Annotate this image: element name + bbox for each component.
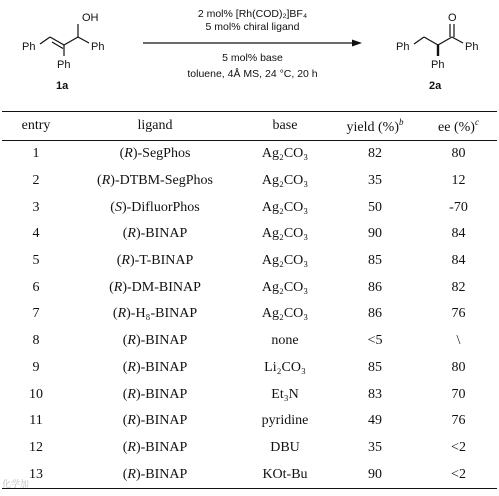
- cell-base: Ag₂CO₃: [261, 226, 309, 242]
- header-yield: [330, 112, 420, 141]
- cell-entry: 1: [32, 146, 40, 162]
- product-ph-left: Ph: [396, 41, 410, 53]
- table-row: [2, 301, 497, 328]
- table-row: [2, 194, 497, 221]
- table-row: [2, 141, 497, 168]
- table-body: [2, 141, 497, 489]
- watermark: 化学加: [2, 480, 30, 490]
- cell-base: pyridine: [261, 413, 309, 429]
- cell-ligand: [70, 168, 240, 195]
- cell-entry: 7: [32, 306, 40, 322]
- ligand-config: R: [117, 306, 127, 322]
- cell-ee: 84: [451, 253, 466, 269]
- ligand-name: )-BINAP: [135, 466, 188, 482]
- ligand-name: )-SegPhos: [132, 146, 191, 162]
- cell-base: DBU: [270, 439, 300, 455]
- cell-base: Ag₂CO₃: [261, 146, 309, 162]
- cell-ligand: [70, 141, 240, 168]
- table-row: [2, 221, 497, 248]
- ligand-name: )-DifluorPhos: [121, 199, 200, 215]
- cell-ligand: [70, 408, 240, 435]
- ligand-name: )-T-BINAP: [129, 253, 194, 269]
- cell-base: Ag₂CO₃: [261, 306, 309, 322]
- ligand-prefix: (: [112, 306, 118, 322]
- ligand-name: )-BINAP: [135, 226, 188, 242]
- cell-yield: 82: [368, 146, 382, 162]
- reactant-oh: OH: [82, 12, 99, 24]
- cell-ligand: [70, 328, 240, 355]
- conditions-ligand: 5 mol% chiral ligand: [205, 21, 300, 33]
- ligand-config: R: [113, 279, 123, 295]
- table-row: [2, 248, 497, 275]
- ligand-prefix: (: [109, 279, 114, 295]
- cell-entry: 4: [32, 226, 40, 242]
- ligand-name: )-DM-BINAP: [122, 279, 201, 295]
- header-ee-text: ee (%): [438, 119, 475, 135]
- ligand-config: R: [127, 333, 136, 349]
- ligand-config: R: [127, 413, 136, 429]
- product-ph-bottom: Ph: [431, 59, 445, 71]
- ligand-prefix: (: [122, 413, 128, 429]
- cell-ligand: [70, 194, 240, 221]
- ligand-name: )-BINAP: [135, 439, 188, 455]
- cell-ee: 12: [451, 173, 466, 189]
- cell-ee: 80: [451, 146, 466, 162]
- cell-base: Ag₂CO₃: [261, 173, 309, 189]
- cell-ligand: [70, 274, 240, 301]
- reactant-ph-right: Ph: [91, 41, 105, 53]
- cell-entry: 11: [29, 413, 43, 429]
- table-row: [2, 461, 497, 488]
- cell-ee: 76: [451, 306, 466, 322]
- table-row: [2, 381, 497, 408]
- cell-ligand: [70, 381, 240, 408]
- cell-yield: 90: [330, 461, 420, 488]
- table-row: [2, 435, 497, 462]
- ligand-prefix: (: [119, 146, 125, 162]
- cell-base: Ag₂CO₃: [261, 253, 309, 269]
- cell-base: Ag₂CO₃: [261, 199, 309, 215]
- cell-base: KOt-Bu: [240, 461, 330, 488]
- reactant-ph-bottom: Ph: [57, 59, 71, 71]
- table-row: [2, 328, 497, 355]
- ligand-prefix: (: [122, 226, 128, 242]
- ligand-prefix: (: [116, 253, 122, 269]
- ligand-config: S: [114, 199, 122, 215]
- conditions-catalyst: 2 mol% [Rh(COD)₂]BF₄: [197, 8, 308, 20]
- product-2a-structure: [414, 24, 463, 56]
- cell-base: none: [271, 333, 299, 349]
- header-base: base: [240, 112, 330, 141]
- cell-ee: 82: [451, 279, 466, 295]
- table-row: [2, 355, 497, 382]
- cell-ee: 76: [451, 413, 466, 429]
- cell-ee: <2: [420, 461, 497, 488]
- ligand-name: )-DTBM-SegPhos: [110, 173, 213, 189]
- cell-ee: 84: [451, 226, 466, 242]
- ligand-config: R: [127, 439, 136, 455]
- cell-yield: <5: [367, 333, 383, 349]
- cell-yield: 35: [368, 173, 382, 189]
- cell-base: Ag₂CO₃: [261, 279, 309, 295]
- ligand-config: R: [127, 226, 136, 242]
- cell-ee: -70: [449, 199, 468, 215]
- cell-base: Et₃N: [271, 386, 299, 402]
- cell-ee: <2: [451, 439, 466, 455]
- table-row: [2, 168, 497, 195]
- ligand-config: R: [101, 173, 111, 189]
- ligand-config: R: [121, 253, 130, 269]
- ligand-prefix: (: [122, 359, 128, 375]
- cell-yield: 86: [368, 279, 382, 295]
- reactant-ph-left: Ph: [22, 41, 36, 53]
- ligand-name: )-BINAP: [135, 333, 188, 349]
- cell-yield: 86: [368, 306, 382, 322]
- cell-ligand: [70, 221, 240, 248]
- ligand-name: )-BINAP: [135, 386, 188, 402]
- ligand-prefix: (: [110, 199, 115, 215]
- cell-base: Li₂CO₃: [264, 359, 306, 375]
- cell-ee: 70: [451, 386, 466, 402]
- header-ee-footnote: c: [474, 116, 479, 127]
- ligand-name: )-H₈-BINAP: [126, 306, 198, 322]
- ligand-prefix: (: [97, 173, 102, 189]
- ligand-config: R: [127, 466, 136, 482]
- table-header-row: [2, 112, 497, 141]
- cell-entry: 12: [29, 439, 43, 455]
- reactant-1a-structure: [40, 24, 89, 56]
- ligand-config: R: [124, 146, 133, 162]
- cell-yield: 85: [368, 359, 382, 375]
- cell-ligand: [70, 301, 240, 328]
- ligand-prefix: (: [122, 386, 128, 402]
- header-ee: [420, 112, 497, 141]
- reaction-scheme: [0, 0, 499, 108]
- ligand-name: )-BINAP: [135, 359, 188, 375]
- cell-ligand: [70, 461, 240, 488]
- cell-entry: 5: [32, 253, 40, 269]
- conditions-base: 5 mol% base: [222, 52, 283, 64]
- cell-entry: 13: [2, 461, 70, 488]
- cell-entry: 2: [32, 173, 40, 189]
- product-o: O: [448, 12, 457, 24]
- ligand-name: )-BINAP: [135, 413, 188, 429]
- reactant-label: 1a: [56, 80, 69, 92]
- cell-ligand: [70, 355, 240, 382]
- ligand-config: R: [127, 359, 136, 375]
- cell-entry: 10: [29, 386, 43, 402]
- table-row: [2, 408, 497, 435]
- product-ph-right: Ph: [465, 41, 479, 53]
- cell-entry: 3: [32, 199, 40, 215]
- header-yield-footnote: b: [398, 116, 404, 127]
- header-ligand: ligand: [70, 112, 240, 141]
- cell-ligand: [70, 435, 240, 462]
- ligand-config: R: [127, 386, 136, 402]
- ligand-prefix: (: [122, 333, 128, 349]
- table-row: [2, 274, 497, 301]
- cell-ee: \: [456, 333, 461, 349]
- reaction-arrow: [143, 40, 362, 47]
- cell-entry: 8: [32, 333, 40, 349]
- cell-yield: 50: [368, 199, 382, 215]
- header-entry: entry: [2, 112, 70, 141]
- header-yield-text: yield (%): [346, 119, 399, 135]
- results-table: [2, 111, 497, 489]
- cell-yield: 83: [368, 386, 382, 402]
- ligand-prefix: (: [122, 466, 128, 482]
- cell-entry: 6: [32, 279, 40, 295]
- ligand-prefix: (: [122, 439, 128, 455]
- cell-yield: 35: [368, 439, 382, 455]
- conditions-solvent: toluene, 4Å MS, 24 °C, 20 h: [187, 68, 318, 80]
- cell-ee: 80: [451, 359, 466, 375]
- cell-yield: 85: [368, 253, 382, 269]
- cell-entry: 9: [32, 359, 40, 375]
- cell-yield: 49: [368, 413, 382, 429]
- product-label: 2a: [429, 80, 442, 92]
- cell-ligand: [70, 248, 240, 275]
- cell-yield: 90: [368, 226, 382, 242]
